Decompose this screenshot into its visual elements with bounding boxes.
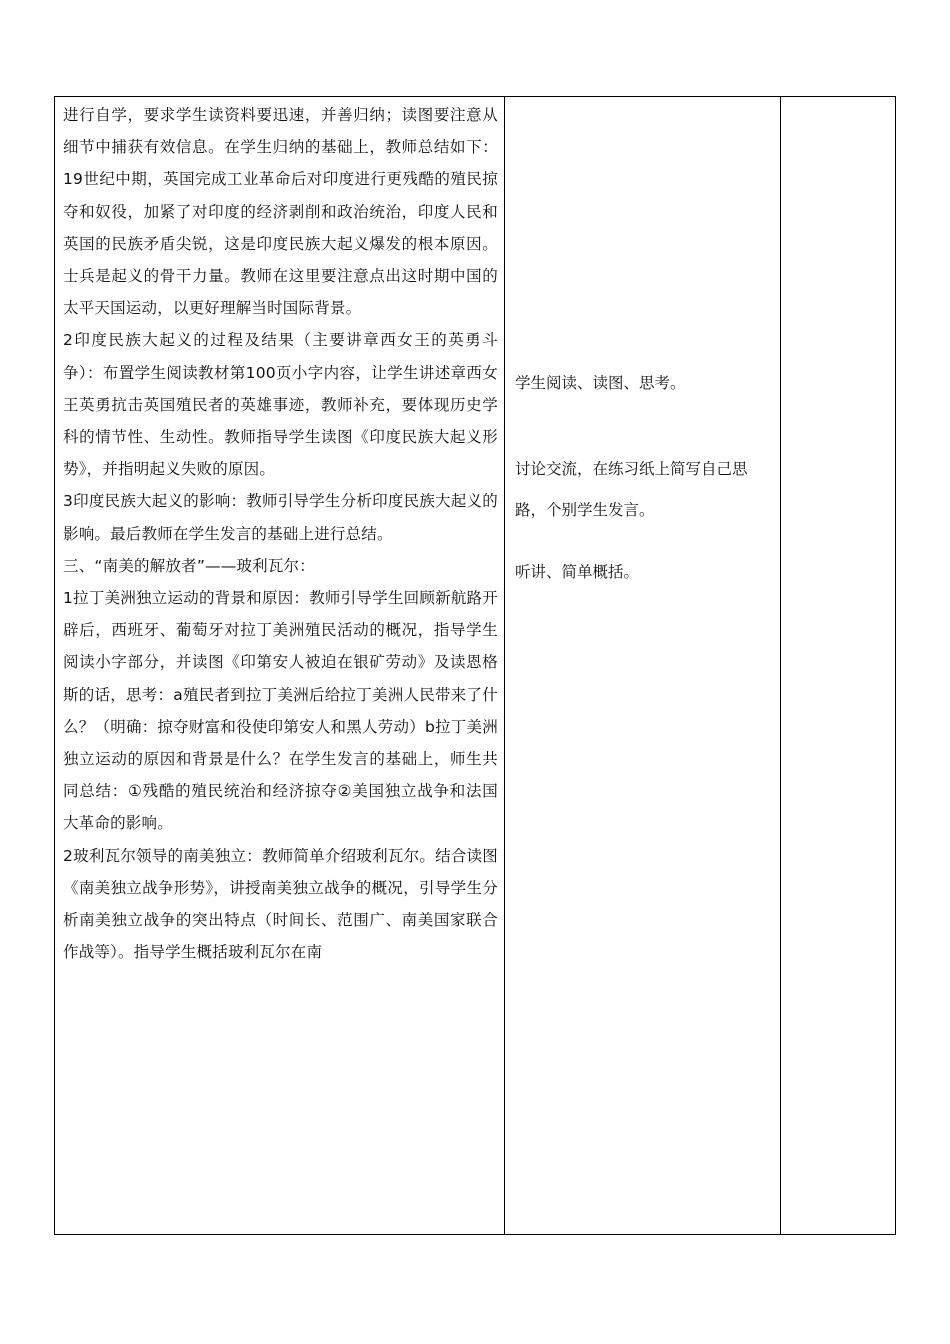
student-activity-listening: 听讲、简单概括。 (515, 563, 640, 581)
notes-cell (781, 97, 895, 1234)
student-activity-reading: 学生阅读、读图、思考。 (515, 374, 686, 392)
student-activity-cell (505, 97, 781, 1234)
paragraph-uprising-impact: 3印度民族大起义的影响：教师引导学生分析印度民族大起义的影响。最后教师在学生发言的基础上进行总结。 (63, 492, 498, 543)
teacher-activity-cell (55, 97, 505, 1234)
paragraph-south-america-independence: 2玻利瓦尔领导的南美独立：教师简单介绍玻利瓦尔。结合读图《南美独立战争形势》，讲授南美独立战争的概况，引导学生分析南美独立战争的突出特点（时间长、范围广、南美国家联合作战等）。指导学生概括玻利瓦尔在南 (63, 846, 498, 962)
paragraph-background: 进行自学，要求学生读资料要迅速，并善归纳；读图要注意从细节中捕获有效信息。在学生归纳的基础上，教师总结如下：19世纪中期，英国完成工业革命后对印度进行更残酷的殖民掠夺和奴役，加紧了对印度的经济剥削和政治统治，印度人民和英国的民族矛盾尖锐，这是印度民族大起义爆发的根本原因。士兵是起义的骨干力量。教师在这里要注意点出这时期中国的太平天国运动，以更好理解当时国际背景。 (63, 106, 498, 318)
section-heading-bolivar: 三、“南美的解放者”——玻利瓦尔： (63, 556, 315, 575)
paragraph-uprising-process: 2印度民族大起义的过程及结果（主要讲章西女王的英勇斗争）：布置学生阅读教材第100页小字内容，让学生讲述章西女王英勇抗击英国殖民者的英雄事迹，教师补充，要体现历史学科的情节性、生动性。教师指导学生读图《印度民族大起义形势》，并指明起义失败的原因。 (63, 331, 498, 479)
student-activity-discussion-line2: 路，个别学生发言。 (515, 501, 655, 519)
student-activity-discussion-line1: 讨论交流，在练习纸上简写自己思 (515, 460, 748, 478)
paragraph-latin-america-causes: 1拉丁美洲独立运动的背景和原因：教师引导学生回顾新航路开辟后，西班牙、葡萄牙对拉丁美洲殖民活动的概况，指导学生阅读小字部分，并读图《印第安人被迫在银矿劳动》及读恩格斯的话，思考：a殖民者到拉丁美洲后给拉丁美洲人民带来了什么？（明确：掠夺财富和役使印第安人和黑人劳动）b拉丁美洲独立运动的原因和背景是什么？在学生发言的基础上，师生共同总结：①残酷的殖民统治和经济掠夺②美国独立战争和法国大革命的影响。 (63, 589, 498, 833)
lesson-table (54, 96, 896, 1235)
